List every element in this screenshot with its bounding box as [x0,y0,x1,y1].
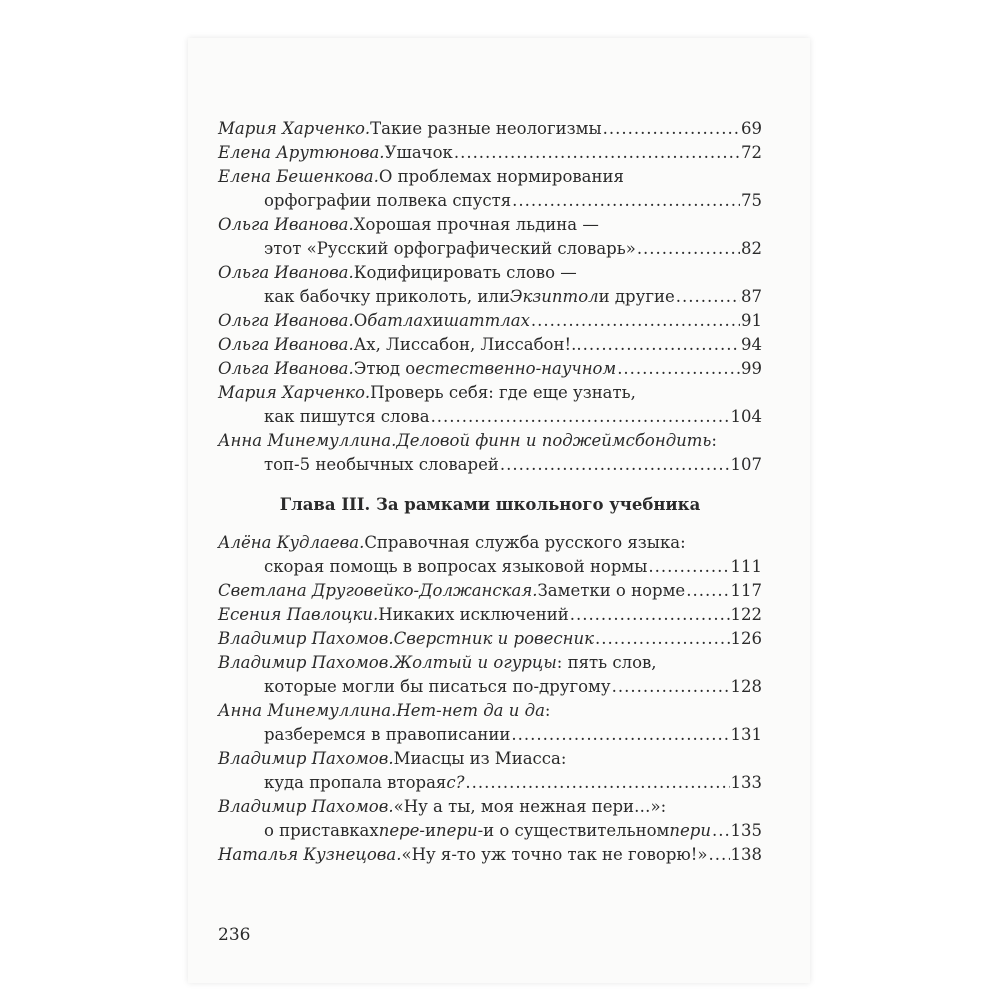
toc-entry [218,429,762,477]
entry-page: 75 [741,191,762,210]
toc-entry [218,579,762,603]
leader-dots [712,819,730,843]
page-number: 236 [218,925,251,945]
chapter-heading: Глава III. За рамками школьного учебника [279,495,701,514]
leader-dots [511,723,729,747]
entry-title: Ушачок [384,143,453,162]
entry-title-italic: пери [669,821,711,840]
entry-author: Алёна Кудлаева. [218,533,365,552]
toc-entry [218,381,762,429]
entry-page: 91 [741,311,762,330]
entry-page: 72 [741,143,762,162]
entry-title-cont: куда пропала вторая [264,773,447,792]
toc-entry [218,261,762,309]
entry-title: Кодифицировать слово — [353,263,577,282]
entry-page: 131 [730,725,762,744]
entry-title-cont: орфографии полвека спустя [264,191,512,210]
entry-page: 94 [741,335,762,354]
leader-dots [603,117,740,141]
leader-dots [648,555,729,579]
entry-page: 128 [730,677,762,696]
entry-title-italic: с? [446,773,465,792]
entry-author: Мария Харченко. [218,119,371,138]
toc-entry [218,603,762,627]
entry-page: 99 [741,359,762,378]
entry-title-cont: как бабочку приколоть, или [264,287,510,306]
entry-title: Никаких исключений [378,605,569,624]
entry-author: Владимир Пахомов. [218,797,394,816]
entry-title-italic: батлах [367,311,433,330]
toc-entry [218,699,762,747]
toc-entry [218,357,762,381]
toc-entry [218,165,762,213]
entry-author: Владимир Пахомов. [218,653,394,672]
entry-title-cont: топ-5 необычных словарей [264,455,499,474]
entry-title-italic: пери- [435,821,484,840]
entry-title-cont: и другие [598,287,675,306]
leader-dots [500,453,730,477]
entry-author: Ольга Иванова. [218,263,354,282]
entry-author: Есения Павлоцки. [218,605,379,624]
book-page [188,38,810,983]
entry-title: Справочная служба русского языка: [364,533,686,552]
toc-entry [218,333,762,357]
entry-author: Елена Арутюнова. [218,143,385,162]
entry-title-cont: которые могли бы писаться по-другому [264,677,611,696]
leader-dots [637,237,740,261]
leader-dots [612,675,730,699]
entry-author: Ольга Иванова. [218,215,354,234]
leader-dots [617,357,740,381]
entry-title: О проблемах нормирования [378,167,624,186]
entry-author: Ольга Иванова. [218,335,354,354]
leader-dots [512,189,740,213]
entry-title-cont: скорая помощь в вопросах языковой нормы [264,557,648,576]
entry-author: Анна Минемуллина. [218,701,397,720]
toc-entry [218,651,762,699]
entry-title-cont: о приставках [264,821,379,840]
entry-title-italic: естественно-научном [415,359,617,378]
entry-title-italic: Экзиптол [509,287,599,306]
entry-page: 117 [730,581,762,600]
entry-page: 138 [730,845,762,864]
entry-title: и [432,311,444,330]
leader-dots [431,405,730,429]
toc-entry [218,213,762,261]
toc-entry [218,117,762,141]
entry-title-italic: Нет-нет да и да [396,701,545,720]
entry-page: 82 [741,239,762,258]
entry-page: 69 [741,119,762,138]
entry-author: Анна Минемуллина. [218,431,397,450]
entry-author: Владимир Пахомов. [218,629,394,648]
entry-author: Владимир Пахомов. [218,749,394,768]
entry-title: : пять слов, [556,653,657,672]
entry-title: Миасцы из Миасса: [393,749,567,768]
entry-title-italic: Сверстник и ровесник [393,629,594,648]
entry-page: 122 [730,605,762,624]
entry-title-cont: и [424,821,436,840]
entry-author: Ольга Иванова. [218,311,354,330]
entry-title-italic: шаттлах [443,311,530,330]
entry-title: «Ну а ты, моя нежная пери…»: [393,797,667,816]
entry-author: Наталья Кузнецова. [218,845,402,864]
entry-title-italic: Жолтый и огурцы [393,653,557,672]
entry-title-italic: Деловой финн и поджеймсбондить [396,431,712,450]
entry-title: : [544,701,551,720]
toc-entry [218,627,762,651]
leader-dots [531,309,740,333]
entry-page: 133 [730,773,762,792]
entry-author: Светлана Друговейко-Должанская. [218,581,538,600]
entry-title-cont: разберемся в правописании [264,725,511,744]
entry-title: Хорошая прочная льдина — [353,215,599,234]
toc-entry [218,795,762,843]
entry-author: Мария Харченко. [218,383,371,402]
entry-title: Такие разные неологизмы [370,119,602,138]
toc-entry [218,531,762,579]
entry-author: Елена Бешенкова. [218,167,379,186]
toc-entry [218,747,762,795]
entry-page: 111 [730,557,762,576]
entry-title: Проверь себя: где еще узнать, [370,383,636,402]
entry-title-cont: этот «Русский орфографический словарь» [264,239,636,258]
entry-title: «Ну я-то уж точно так не говорю!» [401,845,708,864]
entry-author: Ольга Иванова. [218,359,354,378]
entry-page: 107 [730,455,762,474]
entry-page: 135 [730,821,762,840]
entry-title-cont: и о существительном [483,821,670,840]
toc-entry [218,309,762,333]
entry-page: 87 [741,287,762,306]
toc-entry [218,141,762,165]
leader-dots [708,843,729,867]
leader-dots [583,333,740,357]
leader-dots [454,141,740,165]
entry-title: : [711,431,717,450]
entry-title-cont: как пишутся слова [264,407,430,426]
leader-dots [570,603,730,627]
entry-title: О [353,311,368,330]
entry-page: 126 [730,629,762,648]
table-of-contents [218,117,762,867]
leader-dots [676,285,740,309]
toc-entry [218,843,762,867]
leader-dots [686,579,729,603]
leader-dots [595,627,730,651]
entry-title-italic: пере- [378,821,425,840]
entry-title: Этюд о [353,359,416,378]
entry-title: Ах, Лиссабон, Лиссабон!.. [353,335,582,354]
entry-page: 104 [730,407,762,426]
leader-dots [465,771,729,795]
entry-title: Заметки о норме [537,581,686,600]
